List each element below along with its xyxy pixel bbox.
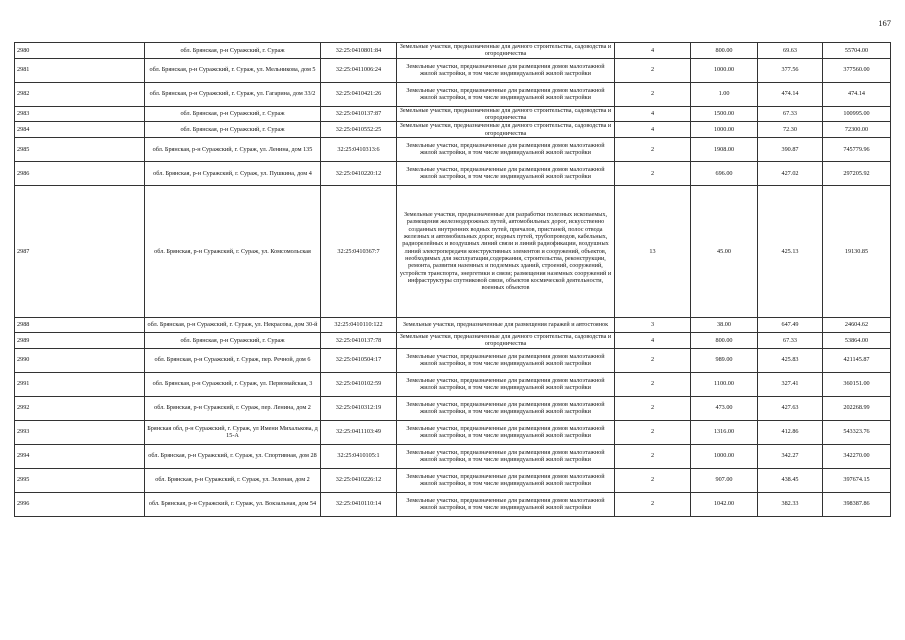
land-registry-table bbox=[14, 42, 891, 517]
address-cell: обл. Брянская, р-н Суражский, г. Сураж, ул. Гагарина, дом 33/2 bbox=[145, 82, 321, 106]
cadastral-value-cell: 100995.00 bbox=[823, 106, 891, 122]
row-number: 2980 bbox=[15, 43, 145, 59]
land-use-cell: Земельные участки, предназначенные для разработки полезных ископаемых, размещения железнодорожных путей, автомобильных дорог, искусственно созданных внутренних водных путей, причалов, пристаней, полос отвода железных и автомобильных дорог, водных путей, трубопроводов, кабельных, радиорелейных и воздушных линий связи и линий радиофикации, воздушных линий электропередачи конструктивных элементов и сооружений, объектов, необходимых для эксплуатации,содержания, строительства, реконструкции, ремонта, развития наземных и подземных зданий, строений, сооружений, устройств транспорта, энергетики и связи; размещения наземных сооружений и инфраструктуры спутниковой связи, объектов космической деятельности, военных объектов bbox=[397, 185, 615, 317]
group-code-cell: 4 bbox=[615, 332, 691, 348]
specific-value-cell: 474.14 bbox=[758, 82, 823, 106]
table-row bbox=[15, 396, 891, 420]
table-row bbox=[15, 161, 891, 185]
specific-value-cell: 382.33 bbox=[758, 492, 823, 516]
address-cell: обл. Брянская, р-н Суражский, г. Сураж, пер. Речной, дом 6 bbox=[145, 348, 321, 372]
cadastral-number-cell: 32:25:0410220:12 bbox=[321, 161, 397, 185]
table-row bbox=[15, 317, 891, 332]
land-use-cell: Земельные участки, предназначенные для размещения домов малоэтажной жилой застройки, в том числе индивидуальной жилой застройки bbox=[397, 492, 615, 516]
address-cell: обл. Брянская, р-н Суражский, г. Сураж, ул. Мельникова, дом 5 bbox=[145, 58, 321, 82]
cadastral-number-cell: 32:25:0410137:87 bbox=[321, 106, 397, 122]
row-number: 2984 bbox=[15, 122, 145, 138]
area-cell: 696.00 bbox=[691, 161, 758, 185]
address-cell: обл. Брянская, р-н Суражский, г. Сураж, ул. Первомайская, 3 bbox=[145, 372, 321, 396]
land-use-cell: Земельные участки, предназначенные для размещения домов малоэтажной жилой застройки, в том числе индивидуальной жилой застройки bbox=[397, 82, 615, 106]
cadastral-number-cell: 32:25:0410226:12 bbox=[321, 468, 397, 492]
row-number: 2986 bbox=[15, 161, 145, 185]
group-code-cell: 2 bbox=[615, 492, 691, 516]
area-cell: 1.00 bbox=[691, 82, 758, 106]
row-number: 2996 bbox=[15, 492, 145, 516]
table-row bbox=[15, 43, 891, 59]
land-use-cell: Земельные участки, предназначенные для дачного строительства, садоводства и огородничества bbox=[397, 332, 615, 348]
group-code-cell: 2 bbox=[615, 468, 691, 492]
specific-value-cell: 427.02 bbox=[758, 161, 823, 185]
area-cell: 473.00 bbox=[691, 396, 758, 420]
cadastral-number-cell: 32:25:0410552:25 bbox=[321, 122, 397, 138]
table-row bbox=[15, 106, 891, 122]
cadastral-value-cell: 398387.86 bbox=[823, 492, 891, 516]
table-row bbox=[15, 58, 891, 82]
land-use-cell: Земельные участки, предназначенные для размещения гаражей и автостоянок bbox=[397, 317, 615, 332]
table-row bbox=[15, 332, 891, 348]
area-cell: 1500.00 bbox=[691, 106, 758, 122]
group-code-cell: 2 bbox=[615, 420, 691, 444]
cadastral-value-cell: 421145.87 bbox=[823, 348, 891, 372]
land-use-cell: Земельные участки, предназначенные для размещения домов малоэтажной жилой застройки, в том числе индивидуальной жилой застройки bbox=[397, 161, 615, 185]
cadastral-value-cell: 397674.15 bbox=[823, 468, 891, 492]
row-number: 2982 bbox=[15, 82, 145, 106]
cadastral-value-cell: 19130.85 bbox=[823, 185, 891, 317]
address-cell: обл. Брянская, р-н Суражский, г. Сураж, пер. Ленина, дом 2 bbox=[145, 396, 321, 420]
row-number: 2995 bbox=[15, 468, 145, 492]
address-cell: обл. Брянская, р-н Суражский, г. Сураж bbox=[145, 332, 321, 348]
cadastral-value-cell: 202268.99 bbox=[823, 396, 891, 420]
group-code-cell: 2 bbox=[615, 137, 691, 161]
cadastral-number-cell: 32:25:0410801:84 bbox=[321, 43, 397, 59]
group-code-cell: 2 bbox=[615, 161, 691, 185]
row-number: 2981 bbox=[15, 58, 145, 82]
table-body bbox=[15, 43, 891, 517]
address-cell: обл. Брянская, р-н Суражский, г. Сураж, ул. Пушкина, дом 4 bbox=[145, 161, 321, 185]
cadastral-number-cell: 32:25:0411103:49 bbox=[321, 420, 397, 444]
cadastral-value-cell: 377560.00 bbox=[823, 58, 891, 82]
specific-value-cell: 427.63 bbox=[758, 396, 823, 420]
address-cell: обл. Брянская, р-н Суражский, г. Сураж, ул. Вокзальная, дом 54 bbox=[145, 492, 321, 516]
group-code-cell: 2 bbox=[615, 348, 691, 372]
cadastral-value-cell: 745779.96 bbox=[823, 137, 891, 161]
area-cell: 800.00 bbox=[691, 332, 758, 348]
group-code-cell: 4 bbox=[615, 43, 691, 59]
land-use-cell: Земельные участки, предназначенные для дачного строительства, садоводства и огородничества bbox=[397, 106, 615, 122]
cadastral-value-cell: 360151.00 bbox=[823, 372, 891, 396]
cadastral-value-cell: 543323.76 bbox=[823, 420, 891, 444]
land-use-cell: Земельные участки, предназначенные для размещения домов малоэтажной жилой застройки, в том числе индивидуальной жилой застройки bbox=[397, 468, 615, 492]
specific-value-cell: 377.56 bbox=[758, 58, 823, 82]
row-number: 2990 bbox=[15, 348, 145, 372]
group-code-cell: 3 bbox=[615, 317, 691, 332]
table-row bbox=[15, 444, 891, 468]
specific-value-cell: 72.30 bbox=[758, 122, 823, 138]
address-cell: обл. Брянская, р-н Суражский, г. Сураж, ул. Спортивная, дом 28 bbox=[145, 444, 321, 468]
land-use-cell: Земельные участки, предназначенные для размещения домов малоэтажной жилой застройки, в том числе индивидуальной жилой застройки bbox=[397, 137, 615, 161]
table-row bbox=[15, 185, 891, 317]
address-cell: обл. Брянская, р-н Суражский, г. Сураж bbox=[145, 43, 321, 59]
area-cell: 38.00 bbox=[691, 317, 758, 332]
cadastral-value-cell: 342270.00 bbox=[823, 444, 891, 468]
cadastral-number-cell: 32:25:0410367:7 bbox=[321, 185, 397, 317]
specific-value-cell: 438.45 bbox=[758, 468, 823, 492]
cadastral-value-cell: 72300.00 bbox=[823, 122, 891, 138]
specific-value-cell: 342.27 bbox=[758, 444, 823, 468]
cadastral-number-cell: 32:25:0410421:26 bbox=[321, 82, 397, 106]
land-use-cell: Земельные участки, предназначенные для дачного строительства, садоводства и огородничества bbox=[397, 122, 615, 138]
cadastral-number-cell: 32:25:0410110:14 bbox=[321, 492, 397, 516]
land-use-cell: Земельные участки, предназначенные для дачного строительства, садоводства и огородничества bbox=[397, 43, 615, 59]
cadastral-number-cell: 32:25:0410504:17 bbox=[321, 348, 397, 372]
group-code-cell: 2 bbox=[615, 82, 691, 106]
row-number: 2992 bbox=[15, 396, 145, 420]
row-number: 2989 bbox=[15, 332, 145, 348]
cadastral-value-cell: 474.14 bbox=[823, 82, 891, 106]
specific-value-cell: 69.63 bbox=[758, 43, 823, 59]
address-cell: обл. Брянская, р-н Суражский, г. Сураж, ул. Ленина, дом 135 bbox=[145, 137, 321, 161]
group-code-cell: 2 bbox=[615, 444, 691, 468]
land-use-cell: Земельные участки, предназначенные для размещения домов малоэтажной жилой застройки, в том числе индивидуальной жилой застройки bbox=[397, 444, 615, 468]
land-use-cell: Земельные участки, предназначенные для размещения домов малоэтажной жилой застройки, в том числе индивидуальной жилой застройки bbox=[397, 420, 615, 444]
table-row bbox=[15, 348, 891, 372]
area-cell: 45.00 bbox=[691, 185, 758, 317]
area-cell: 800.00 bbox=[691, 43, 758, 59]
land-use-cell: Земельные участки, предназначенные для размещения домов малоэтажной жилой застройки, в том числе индивидуальной жилой застройки bbox=[397, 372, 615, 396]
cadastral-number-cell: 32:25:0410137:78 bbox=[321, 332, 397, 348]
address-cell: Брянская обл, р-н Суражский, г. Сураж, ул Имени Михалькова, д 15-А bbox=[145, 420, 321, 444]
row-number: 2988 bbox=[15, 317, 145, 332]
area-cell: 1316.00 bbox=[691, 420, 758, 444]
cadastral-value-cell: 24604.62 bbox=[823, 317, 891, 332]
row-number: 2985 bbox=[15, 137, 145, 161]
row-number: 2987 bbox=[15, 185, 145, 317]
specific-value-cell: 67.33 bbox=[758, 106, 823, 122]
specific-value-cell: 390.87 bbox=[758, 137, 823, 161]
cadastral-number-cell: 32:25:0410110:122 bbox=[321, 317, 397, 332]
land-use-cell: Земельные участки, предназначенные для размещения домов малоэтажной жилой застройки, в том числе индивидуальной жилой застройки bbox=[397, 396, 615, 420]
specific-value-cell: 327.41 bbox=[758, 372, 823, 396]
address-cell: обл. Брянская, р-н Суражский, г. Сураж bbox=[145, 106, 321, 122]
cadastral-value-cell: 53864.00 bbox=[823, 332, 891, 348]
group-code-cell: 13 bbox=[615, 185, 691, 317]
area-cell: 1908.00 bbox=[691, 137, 758, 161]
address-cell: обл. Брянская, р-н Суражский, г. Сураж, ул. Комсомольская bbox=[145, 185, 321, 317]
area-cell: 1100.00 bbox=[691, 372, 758, 396]
cadastral-number-cell: 32:25:0410312:19 bbox=[321, 396, 397, 420]
cadastral-number-cell: 32:25:0411006:24 bbox=[321, 58, 397, 82]
table-row bbox=[15, 468, 891, 492]
group-code-cell: 2 bbox=[615, 372, 691, 396]
area-cell: 907.00 bbox=[691, 468, 758, 492]
table-row bbox=[15, 420, 891, 444]
area-cell: 989.00 bbox=[691, 348, 758, 372]
cadastral-number-cell: 32:25:0410105:1 bbox=[321, 444, 397, 468]
area-cell: 1000.00 bbox=[691, 58, 758, 82]
group-code-cell: 2 bbox=[615, 396, 691, 420]
area-cell: 1000.00 bbox=[691, 122, 758, 138]
row-number: 2991 bbox=[15, 372, 145, 396]
table-row bbox=[15, 492, 891, 516]
cadastral-value-cell: 297205.92 bbox=[823, 161, 891, 185]
land-use-cell: Земельные участки, предназначенные для размещения домов малоэтажной жилой застройки, в том числе индивидуальной жилой застройки bbox=[397, 348, 615, 372]
page-number: 167 bbox=[878, 18, 891, 28]
address-cell: обл. Брянская, р-н Суражский, г. Сураж bbox=[145, 122, 321, 138]
group-code-cell: 4 bbox=[615, 122, 691, 138]
cadastral-number-cell: 32:25:0410313:6 bbox=[321, 137, 397, 161]
specific-value-cell: 412.86 bbox=[758, 420, 823, 444]
row-number: 2983 bbox=[15, 106, 145, 122]
row-number: 2993 bbox=[15, 420, 145, 444]
row-number: 2994 bbox=[15, 444, 145, 468]
specific-value-cell: 67.33 bbox=[758, 332, 823, 348]
table-row bbox=[15, 372, 891, 396]
cadastral-value-cell: 55704.00 bbox=[823, 43, 891, 59]
specific-value-cell: 647.49 bbox=[758, 317, 823, 332]
specific-value-cell: 425.83 bbox=[758, 348, 823, 372]
address-cell: обл. Брянская, р-н Суражский, г. Сураж, ул. Зеленая, дом 2 bbox=[145, 468, 321, 492]
table-row bbox=[15, 137, 891, 161]
area-cell: 1000.00 bbox=[691, 444, 758, 468]
land-use-cell: Земельные участки, предназначенные для размещения домов малоэтажной жилой застройки, в том числе индивидуальной жилой застройки bbox=[397, 58, 615, 82]
address-cell: обл. Брянская, р-н Суражский, г. Сураж, ул. Некрасова, дом 30-й bbox=[145, 317, 321, 332]
specific-value-cell: 425.13 bbox=[758, 185, 823, 317]
table-row bbox=[15, 82, 891, 106]
table-row bbox=[15, 122, 891, 138]
group-code-cell: 4 bbox=[615, 106, 691, 122]
group-code-cell: 2 bbox=[615, 58, 691, 82]
area-cell: 1042.00 bbox=[691, 492, 758, 516]
cadastral-number-cell: 32:25:0410102:59 bbox=[321, 372, 397, 396]
